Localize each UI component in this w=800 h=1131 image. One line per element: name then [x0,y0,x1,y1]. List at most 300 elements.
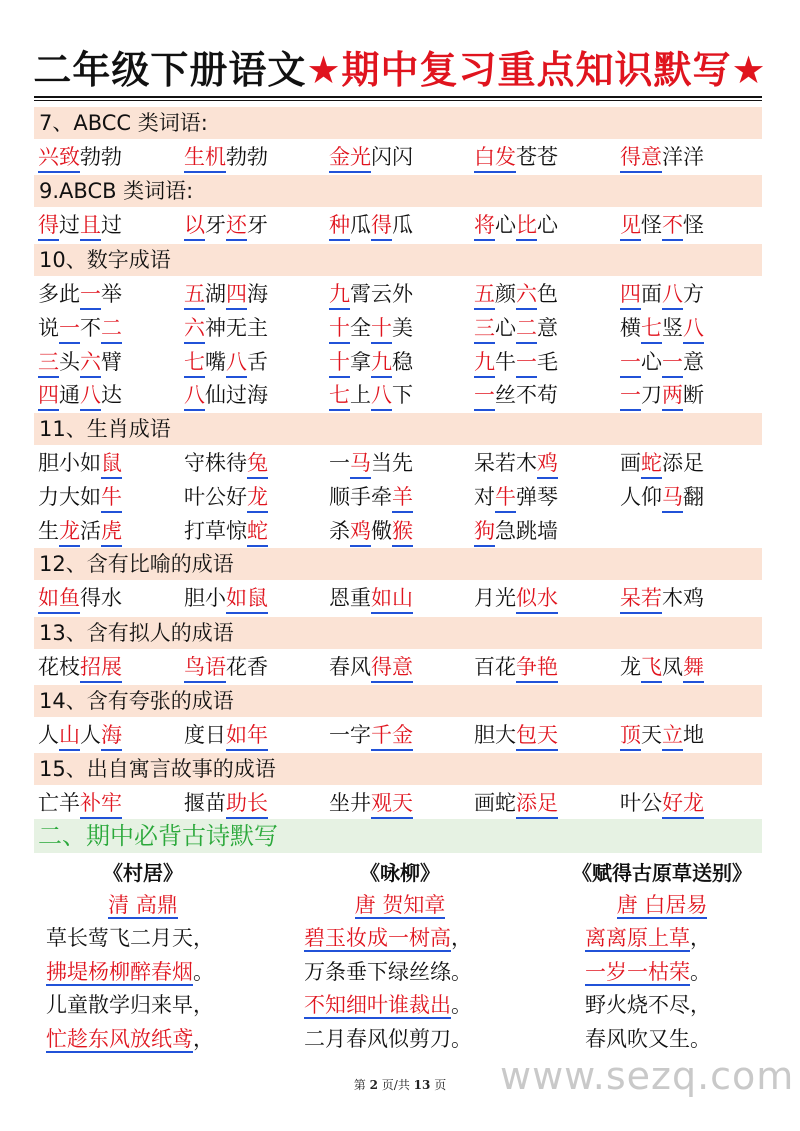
idiom-item [184,786,268,820]
given-text: 牙 [247,213,268,237]
poem-line [585,990,711,1020]
poem-author-text: 清 高鼎 [108,893,178,917]
poem-punct: 。 [451,993,472,1017]
answer-text: 九 [371,348,392,378]
answer-text: 一 [474,381,495,411]
answer-text: 包天 [516,721,558,751]
given-text: 坐井 [329,791,371,815]
poem-line [46,923,214,953]
idiom-item [38,378,122,412]
answer-text: 一 [620,348,641,378]
idiom-item [329,786,413,820]
given-text: 得水 [80,586,122,610]
idiom-item [38,311,122,345]
given-text: 守株待 [184,451,247,475]
poem-line [585,957,711,987]
answer-text: 九 [474,348,495,378]
idiom-item [329,650,413,684]
given-text: 花香 [226,655,268,679]
given-text: 美 [392,315,413,340]
given-text: 叶公 [620,791,662,815]
idiom-row [0,345,800,379]
poem-given: 万条垂下绿丝绦。 [304,960,472,984]
poem-answer: 碧玉妆成一树高 [304,926,451,950]
idiom-item [329,446,413,480]
answer-text: 助长 [226,789,268,819]
idiom-item [620,718,704,752]
poem-author [542,890,782,920]
given-text: 天 [641,723,662,747]
answer-text: 六 [184,314,205,344]
idiom-item [329,140,413,174]
poem-line [304,923,472,953]
answer-text: 九 [329,280,350,310]
section-header: 9.ABCB 类词语: [34,175,762,207]
given-text: 勃勃 [80,145,122,169]
answer-text: 还 [226,211,247,241]
idiom-item [620,345,704,379]
idiom-item [38,208,122,242]
given-text: 意 [537,315,558,340]
idiom-item [184,277,268,311]
poem-title: 《咏柳》 [360,861,440,885]
title-rule-2 [34,100,762,101]
idiom-item [38,480,122,514]
title-rule-1 [34,96,762,98]
answer-text: 如鼠 [226,584,268,614]
poem-author-text: 唐 白居易 [616,893,708,917]
poem-punct: ， [690,926,711,950]
given-text: 不 [80,315,101,340]
answer-text: 得 [371,211,392,241]
given-text: 百花 [474,655,516,679]
poem-title: 《村居》 [103,861,183,885]
answer-text: 七 [184,348,205,378]
answer-text: 蛇 [641,449,662,479]
idiom-item [184,514,268,548]
poem-author [280,890,520,920]
idiom-item [620,311,704,345]
answer-text: 补牢 [80,789,122,819]
given-text: 胆小如 [38,451,101,475]
idiom-item [38,446,122,480]
idiom-item [474,345,558,379]
answer-text: 牛 [495,483,516,513]
answer-text: 得 [38,211,59,241]
footer-page: 2 [369,1078,378,1092]
poem-given: 野火烧不尽， [585,993,711,1017]
answer-text: 龙 [247,483,268,513]
answer-text: 鼠 [101,449,122,479]
given-text: 地 [683,723,704,747]
given-text: 海 [247,282,268,306]
given-text: 稳 [392,349,413,374]
answer-text: 鸡 [537,449,558,479]
poem-line [304,957,472,987]
answer-text: 三 [474,314,495,344]
answer-text: 四 [38,381,59,411]
given-text: 心 [495,315,516,340]
given-text: 过 [59,213,80,237]
given-text: 心 [537,213,558,237]
answer-text: 一 [59,314,80,344]
given-text: 色 [537,282,558,306]
idiom-item [38,514,122,548]
answer-text: 一 [620,381,641,411]
idiom-item [184,480,268,514]
idiom-item [620,378,704,412]
answer-text: 好龙 [662,789,704,819]
idiom-item [329,378,413,412]
poem-punct: 。 [690,960,711,984]
footer-pre: 第 [353,1078,370,1092]
given-text: 胆小 [184,586,226,610]
answer-text: 白发 [474,143,516,173]
given-text: 意 [683,349,704,374]
given-text: 胆大 [474,723,516,747]
idiom-item [620,480,704,514]
idiom-item [329,718,413,752]
idiom-item [474,480,558,514]
idiom-item [620,786,704,820]
given-text: 头 [59,349,80,374]
poem-punct: ， [451,926,472,950]
section-header: 15、出自寓言故事的成语 [34,753,762,785]
given-text: 瓜 [392,213,413,237]
footer-post: 页 [430,1078,447,1092]
poem-given: 春风吹又生。 [585,1027,711,1051]
answer-text: 八 [371,381,392,411]
idiom-item [620,650,704,684]
given-text: 怪 [683,213,704,237]
given-text: 湖 [205,282,226,306]
given-text: 月光 [474,586,516,610]
poem-line [46,1024,214,1054]
answer-text: 鸟语 [184,653,226,683]
given-text: 弹琴 [516,484,558,509]
answer-text: 八 [662,280,683,310]
answer-text: 八 [683,314,704,344]
idiom-row [0,718,800,752]
answer-text: 三 [38,348,59,378]
answer-text: 立 [662,721,683,751]
answer-text: 添足 [516,789,558,819]
answer-text: 五 [474,280,495,310]
answer-text: 牛 [101,483,122,513]
idiom-item [474,650,558,684]
poem-answer: 拂堤杨柳醉春烟 [46,960,193,984]
answer-text: 舞 [683,653,704,683]
given-text: 龙 [620,655,641,679]
answer-text: 种 [329,211,350,241]
poem-line [585,1024,711,1054]
idiom-item [474,718,558,752]
idiom-item [620,581,704,615]
given-text: 人 [38,723,59,747]
poem-line [304,1024,472,1054]
answer-text: 十 [329,314,350,344]
answer-text: 一 [662,348,683,378]
given-text: 霄云外 [350,282,413,306]
idiom-row [0,311,800,345]
section-header: 11、生肖成语 [34,413,762,445]
title-red: ★期中复习重点知识默写★ [306,48,767,92]
given-text: 呆若木 [474,451,537,475]
idiom-item [474,446,558,480]
answer-text: 蛇 [247,517,268,547]
answer-text: 龙 [59,517,80,547]
idiom-item [184,140,268,174]
idiom-item [38,786,122,820]
given-text: 生 [38,518,59,543]
poem-punct: 。 [193,960,214,984]
answer-text: 五 [184,280,205,310]
idiom-item [620,208,704,242]
poem-answer: 一岁一枯荣 [585,960,690,984]
answer-text: 两 [662,381,683,411]
idiom-item [184,378,268,412]
given-text: 一字 [329,723,371,747]
footer-mid: 页/共 [377,1078,414,1092]
given-text: 木鸡 [662,586,704,610]
answer-text: 千金 [371,721,413,751]
answer-text: 兴致 [38,143,80,173]
given-text: 达 [101,383,122,408]
given-text: 闪闪 [371,145,413,169]
answer-text: 十 [371,314,392,344]
given-text: 恩重 [329,586,371,610]
section-header: 13、含有拟人的成语 [34,617,762,649]
idiom-item [474,581,558,615]
given-text: 对 [474,484,495,509]
poem-given: 草长莺飞二月天， [46,926,214,950]
idiom-item [38,650,122,684]
answer-text: 如鱼 [38,584,80,614]
given-text: 说 [38,315,59,340]
given-text: 洋洋 [662,145,704,169]
given-text: 多此 [38,282,80,306]
given-text: 人仰 [620,484,662,509]
given-text: 叶公好 [184,484,247,509]
idiom-item [474,311,558,345]
idiom-item [184,208,268,242]
given-text: 怪 [641,213,662,237]
idiom-row [0,786,800,820]
answer-text: 如年 [226,721,268,751]
footer-total: 13 [413,1078,431,1092]
answer-text: 似水 [516,584,558,614]
given-text: 通 [59,383,80,408]
answer-text: 猴 [392,517,413,547]
idiom-item [184,718,268,752]
given-text: 活 [80,518,101,543]
answer-text: 不 [662,211,683,241]
given-text: 顺手牵 [329,484,392,509]
answer-text: 六 [516,280,537,310]
answer-text: 且 [80,211,101,241]
answer-text: 金光 [329,143,371,173]
idiom-item [38,277,122,311]
given-text: 横 [620,315,641,340]
answer-text: 海 [101,721,122,751]
given-text: 画蛇 [474,791,516,815]
given-text: 断 [683,383,704,408]
given-text: 春风 [329,655,371,679]
section-header: 12、含有比喻的成语 [34,548,762,580]
answer-text: 马 [350,449,371,479]
poem-line [585,923,711,953]
idiom-row [0,446,800,480]
given-text: 上 [350,383,371,408]
answer-text: 得意 [371,653,413,683]
given-text: 全 [350,315,371,340]
answer-text: 马 [662,483,683,513]
answer-text: 将 [474,211,495,241]
given-text: 拿 [350,349,371,374]
idiom-item [329,345,413,379]
poem-line [46,957,214,987]
idiom-item [184,581,268,615]
given-text: 勃勃 [226,145,268,169]
poem-given: 二月春风似剪刀。 [304,1027,472,1051]
idiom-row [0,277,800,311]
given-text: 人 [80,723,101,747]
answer-text: 观天 [371,789,413,819]
answer-text: 生机 [184,143,226,173]
idiom-row [0,208,800,242]
given-text: 举 [101,282,122,306]
given-text: 嘴 [205,349,226,374]
answer-text: 狗 [474,517,495,547]
answer-text: 羊 [392,483,413,513]
answer-text: 一 [80,280,101,310]
idiom-item [620,140,704,174]
section-header: 7、ABCC 类词语: [34,107,762,139]
given-text: 瓜 [350,213,371,237]
poem-answer: 忙趁东风放纸鸢 [46,1027,193,1051]
answer-text: 飞 [641,653,662,683]
given-text: 添足 [662,451,704,475]
answer-text: 招展 [80,653,122,683]
answer-text: 见 [620,211,641,241]
given-text: 方 [683,282,704,306]
watermark: www.sezq.com [500,1054,795,1098]
answer-text: 呆若 [620,584,662,614]
given-text: 心 [641,349,662,374]
given-text: 牙 [205,213,226,237]
answer-text: 鸡 [350,517,371,547]
answer-text: 八 [80,381,101,411]
given-text: 翻 [683,484,704,509]
answer-text: 四 [620,280,641,310]
idiom-item [184,311,268,345]
page-title [0,44,800,96]
given-text: 刀 [641,383,662,408]
given-text: 面 [641,282,662,306]
given-text: 画 [620,451,641,475]
given-text: 当先 [371,451,413,475]
poem-punct: ， [193,1027,214,1051]
answer-text: 以 [184,211,205,241]
idiom-row [0,514,800,548]
idiom-item [38,140,122,174]
idiom-item [329,480,413,514]
poems-header: 二、期中必背古诗默写 [34,819,762,853]
poem-author-text: 唐 贺知章 [354,893,446,917]
answer-text: 六 [80,348,101,378]
poem-title: 《赋得古原草送别》 [572,861,752,885]
idiom-item [329,277,413,311]
poem-line [46,990,214,1020]
poem-given: 儿童散学归来早， [46,993,214,1017]
idiom-item [474,786,558,820]
idiom-row [0,140,800,174]
given-text: 牛 [495,349,516,374]
answer-text: 四 [226,280,247,310]
given-text: 毛 [537,349,558,374]
poem-answer: 离离原上草 [585,926,690,950]
answer-text: 二 [516,314,537,344]
idiom-item [474,277,558,311]
idiom-item [38,345,122,379]
given-text: 力大如 [38,484,101,509]
answer-text: 争艳 [516,653,558,683]
answer-text: 八 [226,348,247,378]
idiom-item [184,650,268,684]
given-text: 过 [101,213,122,237]
answer-text: 虎 [101,517,122,547]
idiom-item [329,581,413,615]
given-text: 颜 [495,282,516,306]
title-black: 二年级下册语文 [33,48,307,92]
given-text: 一 [329,451,350,475]
answer-text: 七 [329,381,350,411]
idiom-item [474,378,558,412]
answer-text: 如山 [371,584,413,614]
answer-text: 八 [184,381,205,411]
idiom-item [38,581,122,615]
given-text: 心 [495,213,516,237]
given-text: 揠苗 [184,791,226,815]
idiom-item [38,718,122,752]
idiom-item [184,446,268,480]
idiom-row [0,378,800,412]
given-text: 凤 [662,655,683,679]
idiom-item [474,140,558,174]
given-text: 仙过海 [205,383,268,408]
given-text: 打草惊 [184,518,247,543]
given-text: 神无主 [205,315,268,340]
idiom-item [329,208,413,242]
answer-text: 山 [59,721,80,751]
section-header: 14、含有夸张的成语 [34,685,762,717]
section-header: 10、数字成语 [34,244,762,276]
idiom-item [184,345,268,379]
idiom-item [474,208,558,242]
idiom-item [474,514,558,548]
given-text: 竖 [662,315,683,340]
poem-line [304,990,472,1020]
given-text: 舌 [247,349,268,374]
answer-text: 七 [641,314,662,344]
given-text: 儆 [371,518,392,543]
given-text: 杀 [329,518,350,543]
answer-text: 顶 [620,721,641,751]
given-text: 亡羊 [38,791,80,815]
given-text: 急跳墙 [495,518,558,543]
idiom-row [0,480,800,514]
answer-text: 得意 [620,143,662,173]
